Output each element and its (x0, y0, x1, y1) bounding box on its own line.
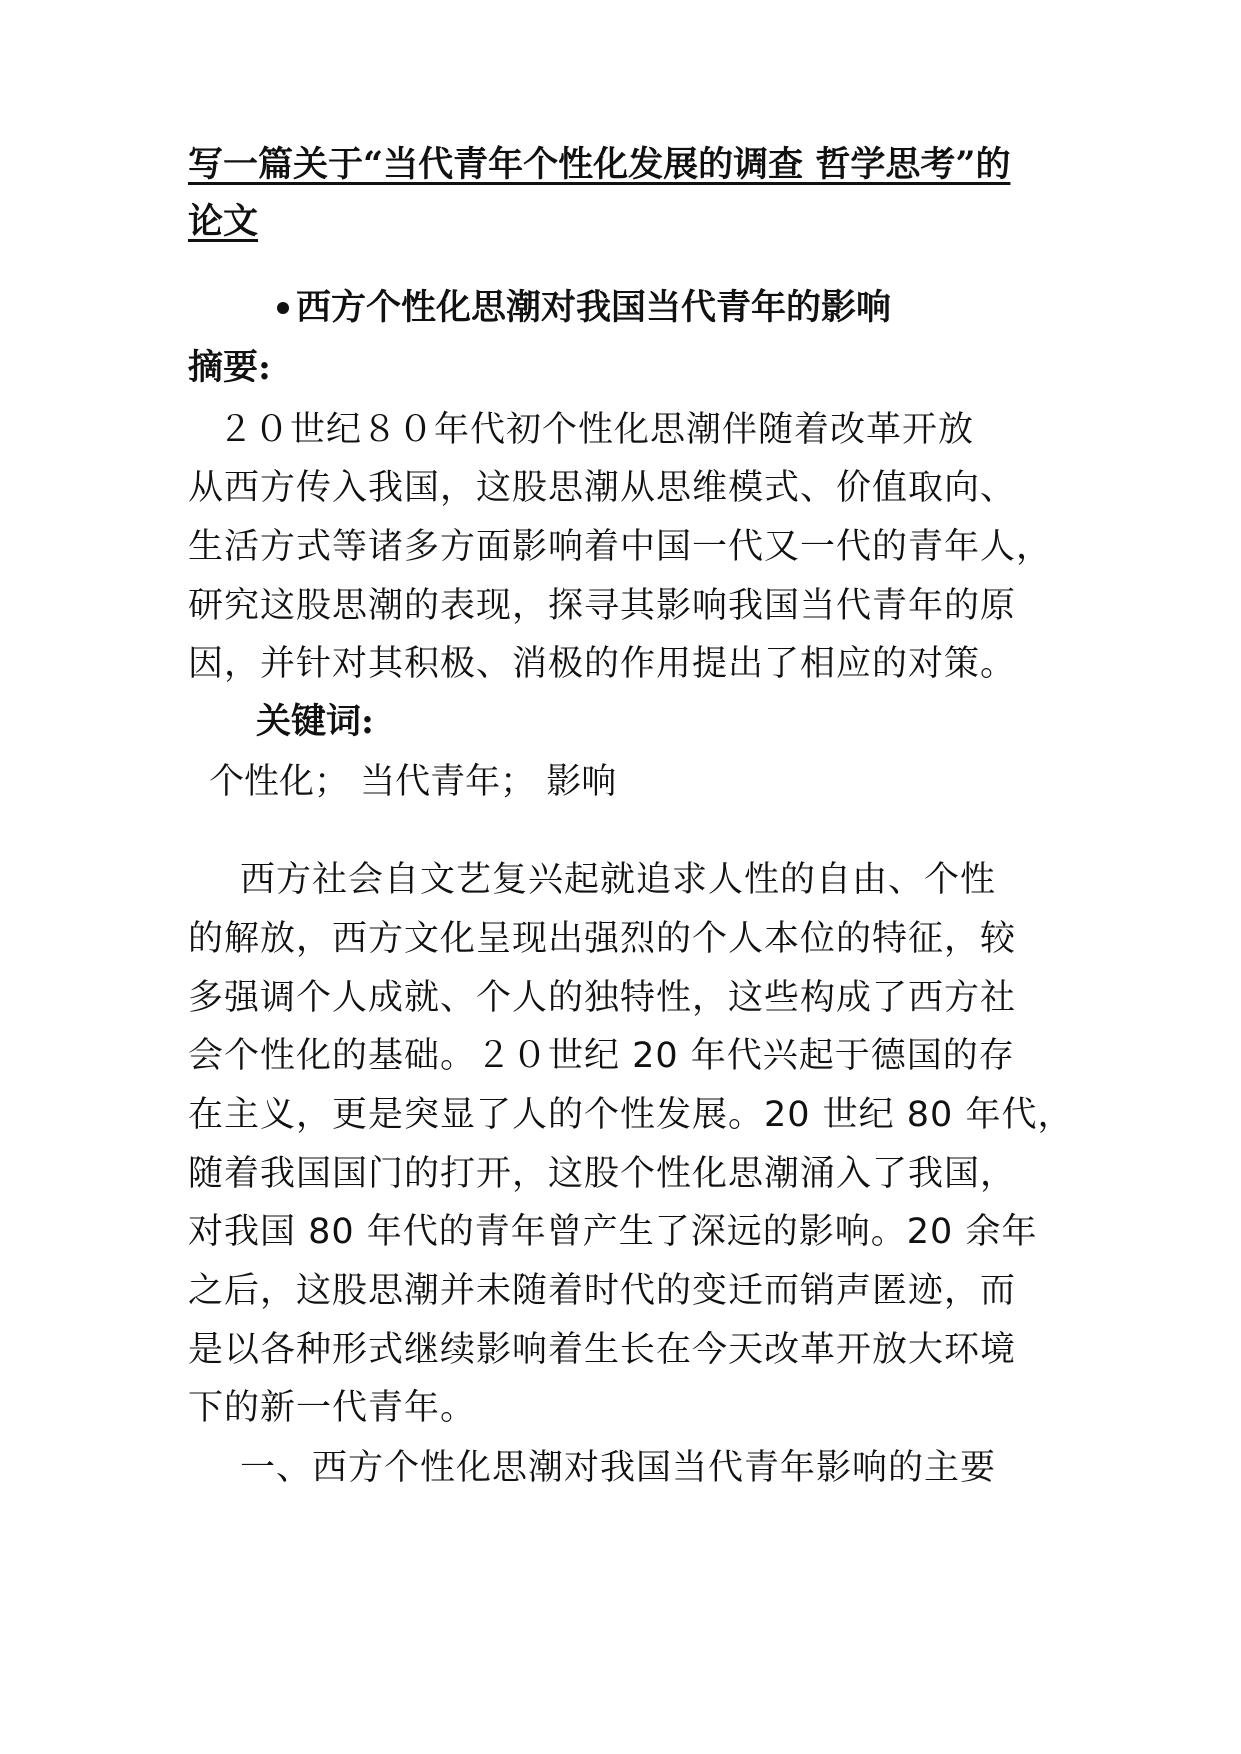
abstract-line: 因，并针对其积极、消极的作用提出了相应的对策。 (188, 644, 1017, 684)
bullet-icon (277, 302, 289, 314)
abstract-label: 摘要: (188, 347, 271, 388)
body-line: 下的新一代青年。 (188, 1388, 477, 1428)
body-line: 在主义，更是突显了人的个性发展。20 世纪 80 年代， (188, 1095, 1074, 1135)
abstract-line: 生活方式等诸多方面影响着中国一代又一代的青年人， (188, 527, 1053, 567)
section-heading-line: 一、西方个性化思潮对我国当代青年影响的主要 (240, 1448, 997, 1488)
body-line: 对我国 80 年代的青年曾产生了深远的影响。20 余年 (188, 1212, 1038, 1252)
document-title-line-2: 论文 (188, 201, 259, 242)
bullet-heading: 西方个性化思潮对我国当代青年的影响 (296, 287, 892, 328)
body-line: 多强调个人成就、个人的独特性，这些构成了西方社 (188, 978, 1017, 1018)
body-line: 之后，这股思潮并未随着时代的变迁而销声匿迹，而 (188, 1271, 1017, 1311)
body-line: 是以各种形式继续影响着生长在今天改革开放大环境 (188, 1330, 1017, 1370)
body-line: 西方社会自文艺复兴起就追求人性的自由、个性 (240, 860, 997, 900)
abstract-line: ２０世纪８０年代初个性化思潮伴随着改革开放 (218, 410, 975, 450)
abstract-line: 从西方传入我国，这股思潮从思维模式、价值取向、 (188, 468, 1017, 508)
document-title-line-1: 写一篇关于“当代青年个性化发展的调查 哲学思考”的 (188, 144, 1011, 185)
body-line: 的解放，西方文化呈现出强烈的个人本位的特征，较 (188, 919, 1017, 959)
body-line: 随着我国国门的打开，这股个性化思潮涌入了我国， (188, 1154, 1017, 1194)
abstract-line: 研究这股思潮的表现，探寻其影响我国当代青年的原 (188, 586, 1017, 626)
keywords-label: 关键词: (256, 701, 374, 742)
keywords-line: 个性化； 当代青年； 影响 (209, 762, 617, 802)
body-line: 会个性化的基础。２０世纪 20 年代兴起于德国的存 (188, 1036, 1015, 1076)
